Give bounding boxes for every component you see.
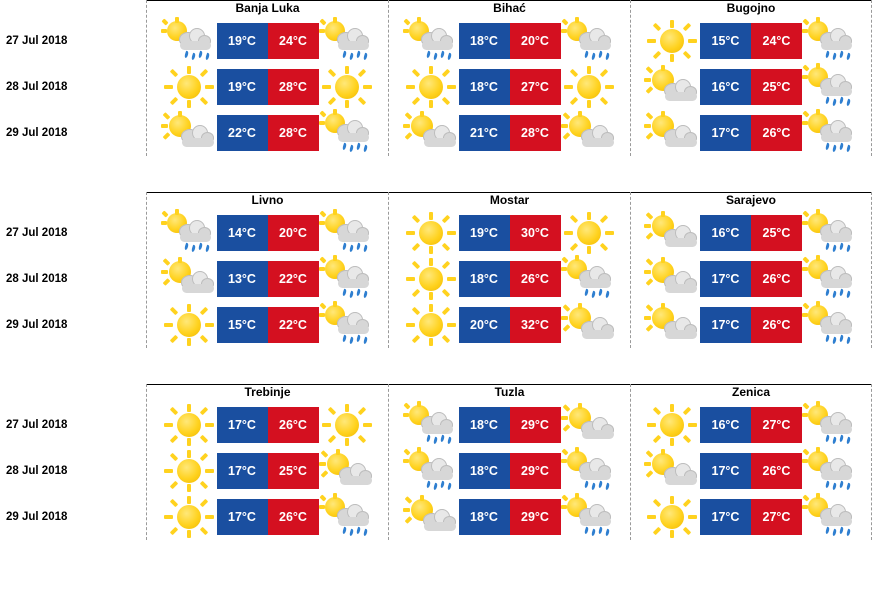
- temperature-pair: [700, 115, 802, 151]
- temperature-pair: [459, 215, 561, 251]
- forecast-row: [147, 110, 388, 156]
- forecast-block: [0, 0, 874, 156]
- max-temperature: 27°C: [751, 407, 802, 443]
- partly-cloudy-icon: [644, 303, 700, 347]
- forecast-row: [631, 494, 871, 540]
- sun-rain-icon: [319, 19, 375, 63]
- max-temperature: 27°C: [510, 69, 561, 105]
- sunny-icon: [161, 449, 217, 493]
- forecast-row: [147, 402, 388, 448]
- min-temperature: 17°C: [217, 499, 268, 535]
- forecast-row: [147, 256, 388, 302]
- forecast-row: [631, 402, 871, 448]
- forecast-row: [147, 210, 388, 256]
- sun-rain-icon: [802, 449, 858, 493]
- sunny-icon: [319, 403, 375, 447]
- min-temperature: 17°C: [700, 453, 751, 489]
- temperature-pair: [217, 23, 319, 59]
- min-temperature: 18°C: [459, 261, 510, 297]
- city-column-tuzla: [388, 384, 630, 540]
- sunny-icon: [319, 65, 375, 109]
- partly-cloudy-icon: [561, 403, 617, 447]
- city-name: Trebinje: [147, 384, 388, 402]
- forecast-row: [631, 448, 871, 494]
- partly-cloudy-icon: [403, 111, 459, 155]
- forecast-row: [389, 448, 630, 494]
- sun-rain-icon: [403, 449, 459, 493]
- temperature-pair: [700, 23, 802, 59]
- date-label: 27 Jul 2018: [6, 419, 68, 431]
- sun-rain-icon: [561, 449, 617, 493]
- city-column-banja-luka: [146, 0, 388, 156]
- city-column-sarajevo: [630, 192, 872, 348]
- min-temperature: 20°C: [459, 307, 510, 343]
- min-temperature: 18°C: [459, 69, 510, 105]
- city-column-bihac: [388, 0, 630, 156]
- city-column-mostar: [388, 192, 630, 348]
- sunny-icon: [403, 65, 459, 109]
- max-temperature: 26°C: [751, 307, 802, 343]
- max-temperature: 30°C: [510, 215, 561, 251]
- max-temperature: 20°C: [510, 23, 561, 59]
- max-temperature: 29°C: [510, 453, 561, 489]
- min-temperature: 17°C: [217, 407, 268, 443]
- temperature-pair: [217, 261, 319, 297]
- city-column-trebinje: [146, 384, 388, 540]
- temperature-pair: [217, 69, 319, 105]
- temperature-pair: [459, 499, 561, 535]
- sunny-icon: [161, 65, 217, 109]
- sunny-icon: [403, 211, 459, 255]
- sun-rain-icon: [802, 111, 858, 155]
- date-label: 29 Jul 2018: [6, 511, 68, 523]
- max-temperature: 29°C: [510, 499, 561, 535]
- min-temperature: 16°C: [700, 69, 751, 105]
- max-temperature: 32°C: [510, 307, 561, 343]
- sun-rain-icon: [319, 257, 375, 301]
- sunny-icon: [403, 303, 459, 347]
- min-temperature: 16°C: [700, 407, 751, 443]
- forecast-block: [0, 384, 874, 540]
- temperature-pair: [459, 23, 561, 59]
- forecast-row: [389, 402, 630, 448]
- max-temperature: 28°C: [268, 115, 319, 151]
- max-temperature: 24°C: [268, 23, 319, 59]
- min-temperature: 18°C: [459, 23, 510, 59]
- min-temperature: 18°C: [459, 453, 510, 489]
- forecast-row: [389, 64, 630, 110]
- date-column: [0, 192, 146, 348]
- max-temperature: 24°C: [751, 23, 802, 59]
- date-label: 29 Jul 2018: [6, 319, 68, 331]
- sun-rain-icon: [802, 495, 858, 539]
- temperature-pair: [217, 115, 319, 151]
- city-name: Tuzla: [389, 384, 630, 402]
- min-temperature: 13°C: [217, 261, 268, 297]
- forecast-block: [0, 192, 874, 348]
- city-name: Mostar: [389, 192, 630, 210]
- sun-rain-icon: [802, 403, 858, 447]
- max-temperature: 26°C: [751, 115, 802, 151]
- city-name: Bugojno: [631, 0, 871, 18]
- forecast-row: [147, 64, 388, 110]
- partly-cloudy-icon: [644, 65, 700, 109]
- min-temperature: 22°C: [217, 115, 268, 151]
- forecast-row: [631, 302, 871, 348]
- max-temperature: 27°C: [751, 499, 802, 535]
- city-column-zenica: [630, 384, 872, 540]
- temperature-pair: [217, 453, 319, 489]
- temperature-pair: [700, 69, 802, 105]
- city-column-livno: [146, 192, 388, 348]
- forecast-row: [631, 110, 871, 156]
- date-column-header-spacer: [0, 384, 146, 402]
- partly-cloudy-icon: [644, 449, 700, 493]
- temperature-pair: [459, 407, 561, 443]
- min-temperature: 17°C: [700, 307, 751, 343]
- min-temperature: 15°C: [217, 307, 268, 343]
- temperature-pair: [700, 499, 802, 535]
- max-temperature: 20°C: [268, 215, 319, 251]
- max-temperature: 25°C: [751, 69, 802, 105]
- temperature-pair: [700, 261, 802, 297]
- min-temperature: 17°C: [700, 115, 751, 151]
- sun-rain-icon: [319, 211, 375, 255]
- date-column: [0, 384, 146, 540]
- temperature-pair: [700, 307, 802, 343]
- sun-rain-icon: [161, 19, 217, 63]
- temperature-pair: [459, 453, 561, 489]
- sunny-icon: [161, 403, 217, 447]
- forecast-row: [631, 256, 871, 302]
- max-temperature: 25°C: [751, 215, 802, 251]
- max-temperature: 26°C: [510, 261, 561, 297]
- max-temperature: 28°C: [268, 69, 319, 105]
- date-label: 27 Jul 2018: [6, 227, 68, 239]
- sunny-icon: [161, 495, 217, 539]
- date-column: [0, 0, 146, 156]
- min-temperature: 18°C: [459, 499, 510, 535]
- forecast-row: [631, 18, 871, 64]
- sun-rain-icon: [403, 19, 459, 63]
- sun-rain-icon: [802, 303, 858, 347]
- sunny-icon: [561, 65, 617, 109]
- city-name: Livno: [147, 192, 388, 210]
- partly-cloudy-icon: [403, 495, 459, 539]
- max-temperature: 26°C: [268, 499, 319, 535]
- sunny-icon: [644, 19, 700, 63]
- sun-rain-icon: [802, 65, 858, 109]
- max-temperature: 22°C: [268, 261, 319, 297]
- date-label: 28 Jul 2018: [6, 465, 68, 477]
- forecast-row: [147, 494, 388, 540]
- date-label: 28 Jul 2018: [6, 81, 68, 93]
- sun-rain-icon: [561, 257, 617, 301]
- forecast-row: [389, 256, 630, 302]
- temperature-pair: [217, 215, 319, 251]
- date-label: 28 Jul 2018: [6, 273, 68, 285]
- max-temperature: 26°C: [268, 407, 319, 443]
- temperature-pair: [459, 115, 561, 151]
- min-temperature: 21°C: [459, 115, 510, 151]
- forecast-row: [631, 64, 871, 110]
- forecast-row: [389, 210, 630, 256]
- max-temperature: 25°C: [268, 453, 319, 489]
- forecast-row: [389, 18, 630, 64]
- temperature-pair: [217, 407, 319, 443]
- temperature-pair: [700, 453, 802, 489]
- partly-cloudy-icon: [644, 257, 700, 301]
- partly-cloudy-icon: [644, 211, 700, 255]
- sun-rain-icon: [802, 257, 858, 301]
- temperature-pair: [700, 215, 802, 251]
- date-column-header-spacer: [0, 0, 146, 18]
- temperature-pair: [459, 261, 561, 297]
- min-temperature: 19°C: [217, 23, 268, 59]
- min-temperature: 17°C: [700, 499, 751, 535]
- min-temperature: 19°C: [459, 215, 510, 251]
- max-temperature: 28°C: [510, 115, 561, 151]
- city-name: Banja Luka: [147, 0, 388, 18]
- partly-cloudy-icon: [319, 449, 375, 493]
- forecast-row: [147, 18, 388, 64]
- min-temperature: 17°C: [217, 453, 268, 489]
- partly-cloudy-icon: [644, 111, 700, 155]
- sun-rain-icon: [561, 19, 617, 63]
- forecast-row: [147, 448, 388, 494]
- city-name: Sarajevo: [631, 192, 871, 210]
- forecast-row: [147, 302, 388, 348]
- max-temperature: 22°C: [268, 307, 319, 343]
- min-temperature: 18°C: [459, 407, 510, 443]
- city-name: Bihać: [389, 0, 630, 18]
- temperature-pair: [700, 407, 802, 443]
- min-temperature: 19°C: [217, 69, 268, 105]
- sunny-icon: [161, 303, 217, 347]
- forecast-row: [389, 110, 630, 156]
- max-temperature: 26°C: [751, 453, 802, 489]
- sun-rain-icon: [319, 303, 375, 347]
- sun-rain-icon: [403, 403, 459, 447]
- sun-rain-icon: [319, 111, 375, 155]
- max-temperature: 29°C: [510, 407, 561, 443]
- date-column-header-spacer: [0, 192, 146, 210]
- city-column-bugojno: [630, 0, 872, 156]
- partly-cloudy-icon: [561, 111, 617, 155]
- forecast-row: [631, 210, 871, 256]
- max-temperature: 26°C: [751, 261, 802, 297]
- temperature-pair: [459, 69, 561, 105]
- partly-cloudy-icon: [161, 257, 217, 301]
- min-temperature: 14°C: [217, 215, 268, 251]
- sun-rain-icon: [802, 211, 858, 255]
- city-name: Zenica: [631, 384, 871, 402]
- partly-cloudy-icon: [161, 111, 217, 155]
- sunny-icon: [561, 211, 617, 255]
- sun-rain-icon: [802, 19, 858, 63]
- sun-rain-icon: [561, 495, 617, 539]
- sun-rain-icon: [319, 495, 375, 539]
- forecast-row: [389, 494, 630, 540]
- temperature-pair: [217, 499, 319, 535]
- min-temperature: 15°C: [700, 23, 751, 59]
- partly-cloudy-icon: [561, 303, 617, 347]
- min-temperature: 16°C: [700, 215, 751, 251]
- temperature-pair: [217, 307, 319, 343]
- sunny-icon: [644, 403, 700, 447]
- date-label: 29 Jul 2018: [6, 127, 68, 139]
- forecast-row: [389, 302, 630, 348]
- sun-rain-icon: [161, 211, 217, 255]
- min-temperature: 17°C: [700, 261, 751, 297]
- sunny-icon: [403, 257, 459, 301]
- sunny-icon: [644, 495, 700, 539]
- temperature-pair: [459, 307, 561, 343]
- date-label: 27 Jul 2018: [6, 35, 68, 47]
